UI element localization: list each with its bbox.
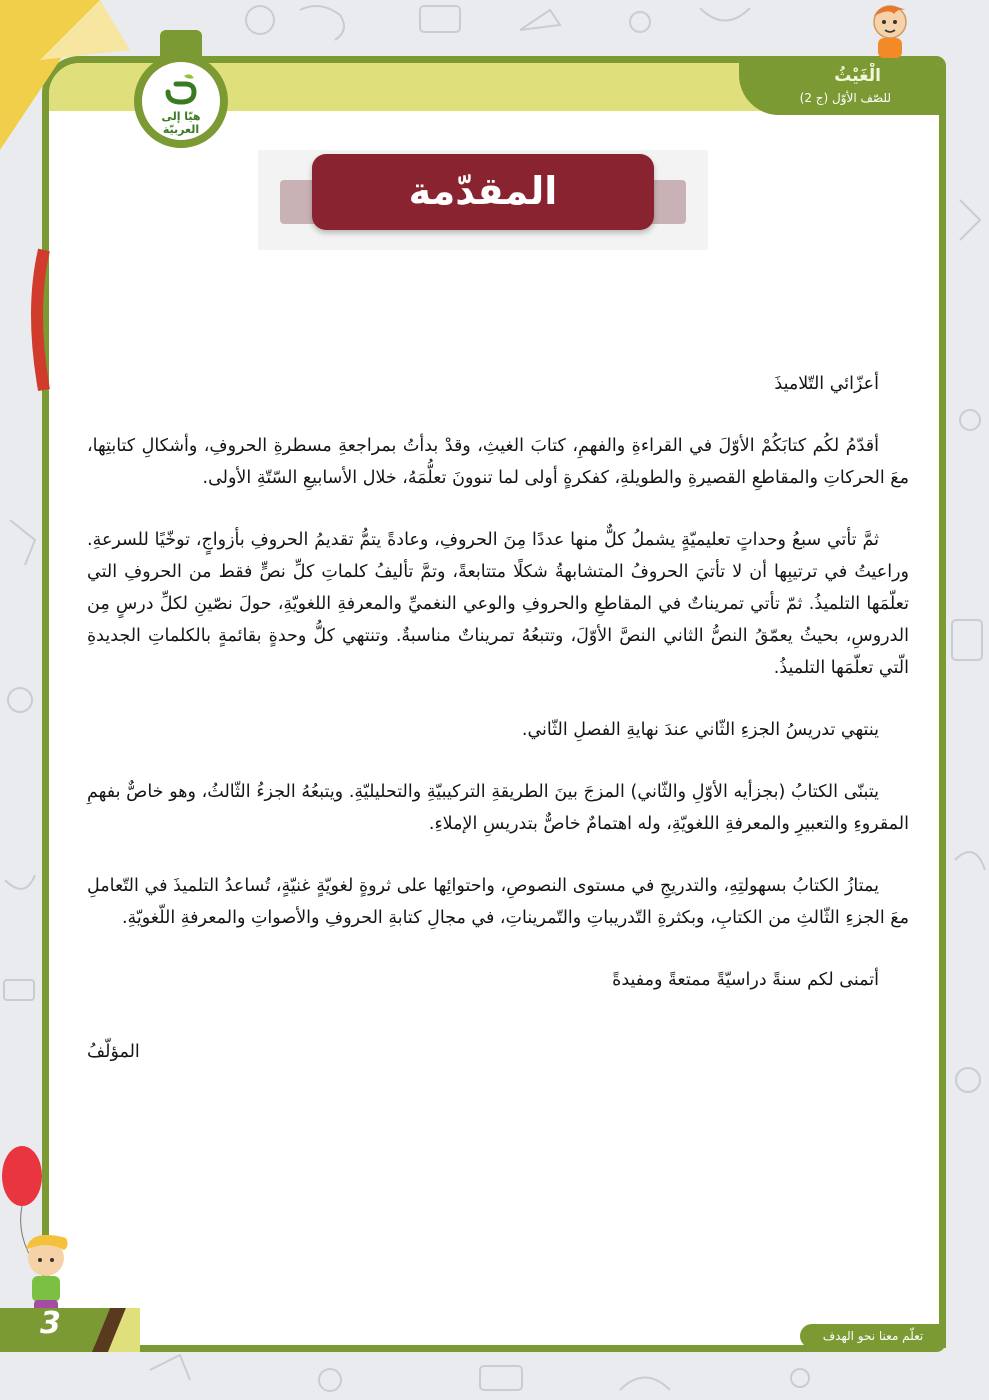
page-number: 3 [40, 1306, 61, 1341]
paragraph-2: ثمَّ تأتي سبعُ وحداتٍ تعليميّةٍ يشملُ كلٌّ منها عددًا مِنَ الحروفِ، وعادةً يتمُّ تقديمُ الحروفِ بأزواجٍ، توخّيًا للسرعةِ. وراعيتُ في ترتيبِها أن لا تأتيَ الحروفُ المتشابهةُ شكلًا متتابعةً، وتمَّ تأليفُ كلماتِ كلِّ نصٍّ فقط من الحروفِ التي تعلّمَها التلميذُ. ثمّ تأتي تمريناتٌ في المقاطعِ والحروفِ والوعي النغميِّ والمعرفةِ اللغويّةِ، حولَ نصّينِ لكلِّ درسٍ مِن الدروسِ، بحيثُ يعمّقُ النصُّ الثاني النصَّ الأوّلَ، وتتبعُهُ تمريناتٌ مناسبةٌ. وتنتهي كلُّ وحدةٍ بقائمةٍ بالكلماتِ الجديدةِ الّتي تعلّمَها التلميذُ. [87, 530, 909, 678]
boy-illustration [858, 0, 918, 58]
page-frame [42, 56, 946, 1352]
greeting: أعزّائي التّلاميذَ [774, 374, 879, 394]
paragraph-1: أقدّمُ لكُم كتابَكُمْ الأوّلَ في القراءةِ والفهمِ، كتابَ الغيثِ، وقدْ بدأتُ بمراجعةِ مسطرةِ الحروفِ، وأشكالِ كتابتِها، معَ الحركاتِ والمقاطعِ القصيرةِ والطويلةِ، كفكرةٍ أولى لما تنوونَ تعلُّمَهُ، خلال الأسابيعِ السّتّةِ الأولى. [87, 436, 909, 488]
introduction-text [87, 368, 909, 1068]
author-signature: المؤلّفُ [87, 1042, 140, 1062]
logo-text: هيّا إلى العربيّة [161, 110, 201, 136]
page-title: المقدّمة [312, 154, 654, 230]
paragraph-5: يمتازُ الكتابُ بسهولتِهِ، والتدريجِ في مستوى النصوصِ، واحتوائِها على ثروةٍ لغويّةٍ غنيّةٍ، تُساعدُ التلميذَ في التّعاملِ معَ الجزءِ الثّالثِ من الكتابِ، وبكثرةِ التّدريباتِ والتّمريناتِ، في مجالِ كتابةِ الحروفِ والأصواتِ والمعرفةِ اللّغويّةِ. [87, 876, 909, 928]
series-subtitle: للصّف الأوّل (ج 2) [799, 91, 891, 105]
kite-decoration [0, 0, 140, 420]
title-banner [258, 150, 708, 250]
paragraph-3: ينتهي تدريسُ الجزءِ الثّاني عندَ نهايةِ الفصلِ الثّاني. [521, 720, 879, 740]
paragraph-4: يتبنّى الكتابُ (بجزأيه الأوّلِ والثّاني) المزجَ بينَ الطريقةِ التركيبيّةِ والتحليليّةِ. ويتبعُهُ الجزءُ الثّالثُ، وهو خاصٌّ بفهمِ المقروءِ والتعبيرِ والمعرفةِ اللغويّةِ، وله اهتمامٌ خاصٌّ بتدريسِ الإملاءِ. [87, 782, 909, 834]
footer-slogan: تعلّم معنا نحو الهدف [800, 1324, 946, 1348]
page-number-tab [0, 1308, 140, 1352]
series-tab [739, 63, 939, 115]
girl-with-balloon-illustration [0, 1140, 80, 1320]
closing-wish: أتمنى لكم سنةً دراسيّةً ممتعةً ومفيدةً [612, 970, 879, 990]
logo-badge [134, 54, 228, 148]
logo-icon [162, 70, 200, 108]
series-title: الْغَيْثُ [834, 66, 881, 86]
